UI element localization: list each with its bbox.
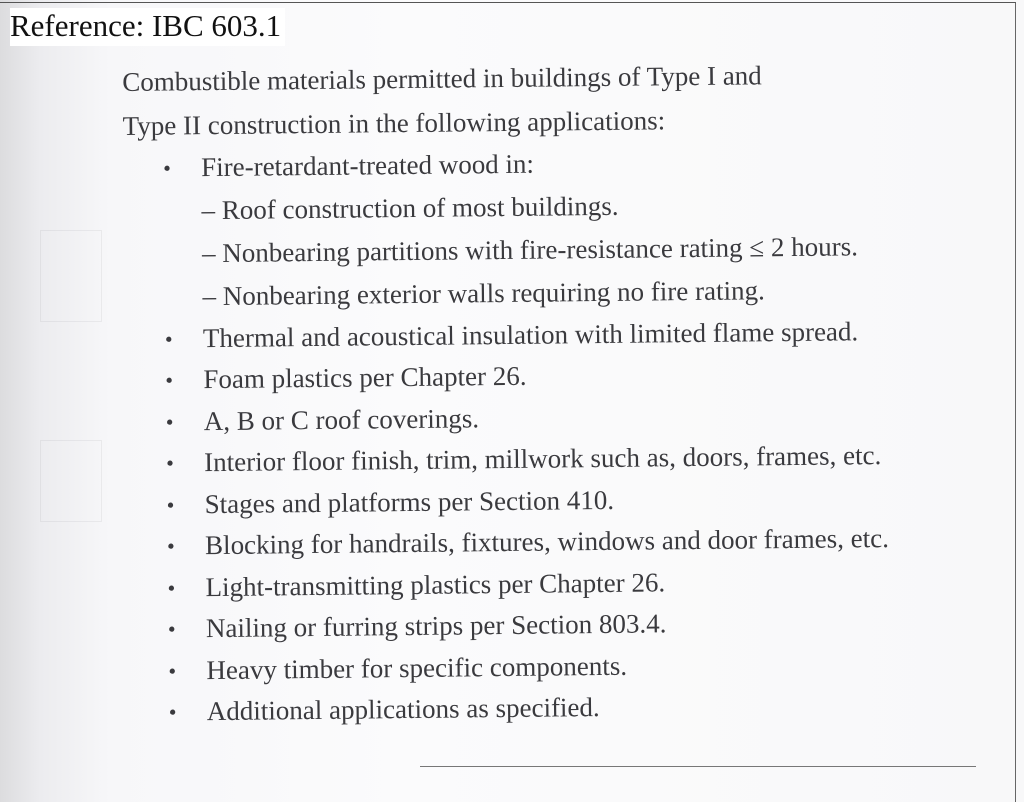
reference-label: Reference: IBC 603.1 [10,8,285,46]
bullet-icon: • [166,450,175,476]
list-item-text: Fire-retardant-treated wood in: [200,148,535,183]
bullet-icon: • [163,155,171,181]
list-item-text: Heavy timber for specific components. [206,650,628,685]
intro-text [122,51,1003,148]
sub-item: – Nonbearing exterior walls requiring no fire rating. [202,274,765,311]
list-item-text: Additional applications as specified. [206,692,600,727]
bullet-icon: • [168,699,177,725]
list-item-text: Light-transmitting plastics per Chapter 26. [205,566,666,602]
list-item-text: A, B or C roof coverings. [203,402,480,436]
sub-item: – Roof construction of most buildings. [201,190,619,225]
list-item-text: Thermal and acoustical insulation with limited flame spread. [202,315,859,353]
list-item-text: Nailing or furring strips per Section 803.4. [205,608,667,644]
background-artifact [40,440,102,522]
background-artifact [40,230,102,322]
list-item-text: Blocking for handrails, fixtures, windows and door frames, etc. [204,522,890,561]
bullet-icon: • [167,616,176,642]
intro-line: Combustible materials permitted in buildings of Type I and [122,60,762,97]
applications-list [125,309,1009,733]
bullet-icon: • [164,325,173,352]
bullet-icon: • [168,657,177,684]
bullet-icon: • [166,491,175,518]
bullet-icon: • [167,574,176,601]
bottom-divider [420,766,976,767]
list-item-text: Interior floor finish, trim, millwork such as, doors, frames, etc. [204,440,882,478]
bullet-icon: • [165,367,174,393]
bullet-icon: • [166,533,175,559]
bullet-icon: • [165,408,174,435]
intro-line: Type II construction in the following applications: [122,105,666,141]
document-body [122,51,1009,734]
list-item-text: Stages and platforms per Section 410. [204,484,615,519]
list-item-text: Foam plastics per Chapter 26. [203,360,527,395]
sub-item: – Nonbearing partitions with fire-resistance rating ≤ 2 hours. [201,230,859,268]
